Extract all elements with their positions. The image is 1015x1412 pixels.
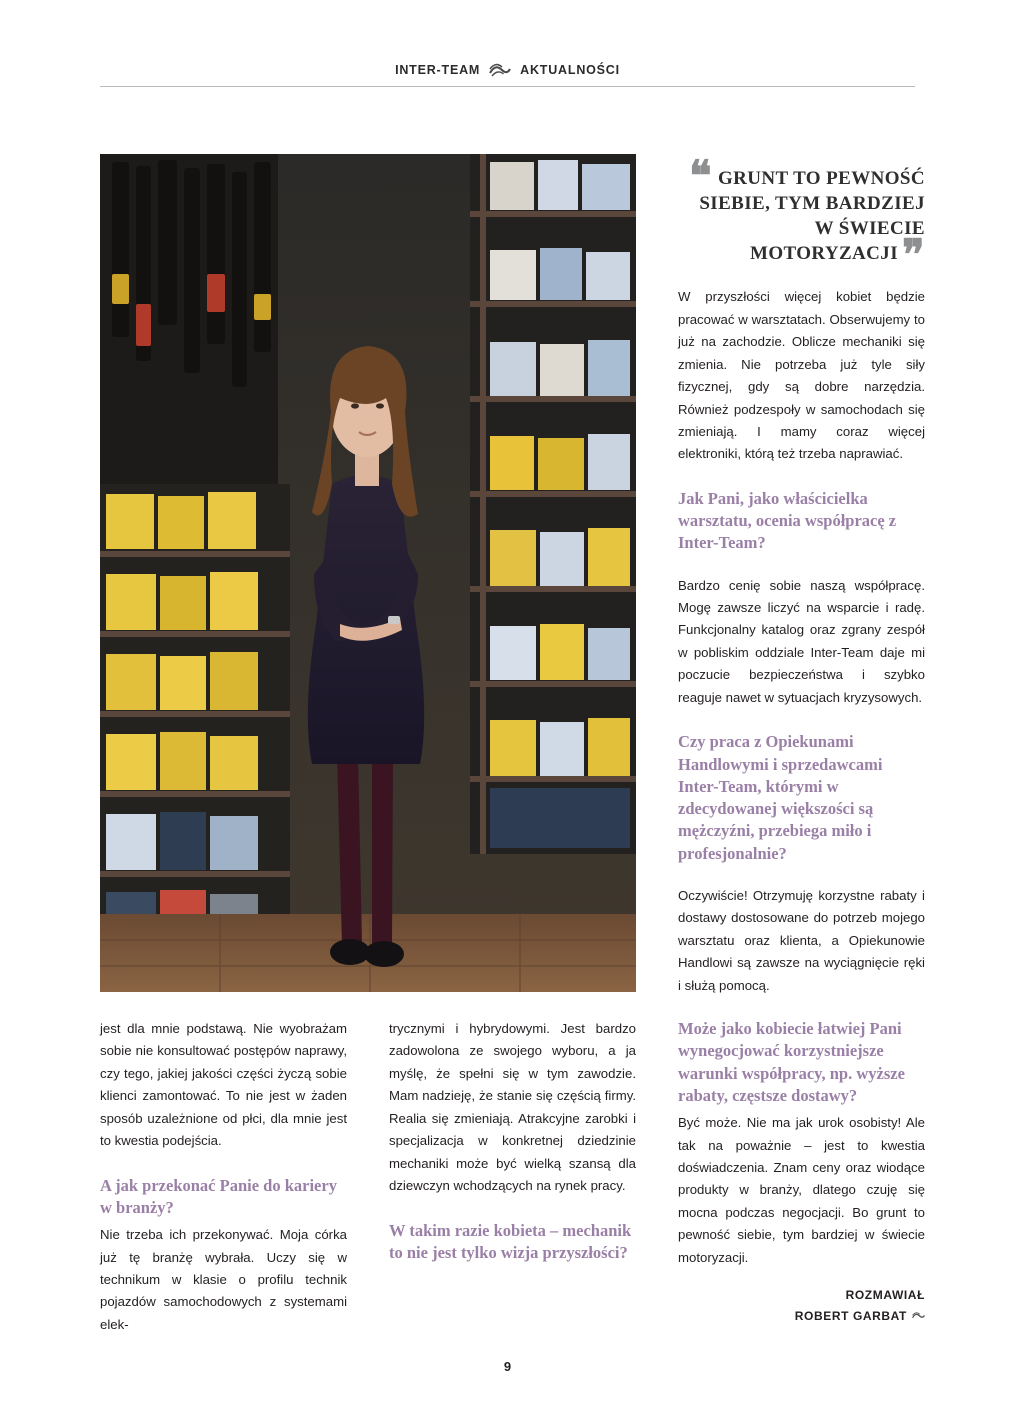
- column-3-text: Być może. Nie ma jak urok osobisty! Ale tak na poważnie – jest to kwestia doświadczenia. Znam ceny oraz wiodące produkty w branży, dlatego czuję się mocna podczas negocjacji. Bo grunt to pewność siebie, tym bardziej w świecie motoryzacji.: [678, 1115, 925, 1265]
- header-divider: [100, 86, 915, 87]
- header-brand: INTER-TEAM: [395, 63, 481, 77]
- answer-paragraph-2: Oczywiście! Otrzymuję korzystne rabaty i dostawy dostosowane do potrzeb mojego warsztatu oraz klienta, a Opiekunowie Handlowi są zawsze na wyciągnięcie ręki i służą pomocą.: [678, 887, 925, 993]
- bottom-column-1: [100, 1018, 347, 1336]
- page-header: [100, 55, 915, 85]
- column-2-question: W takim razie kobieta – mechanik to nie jest tylko wizja przyszłości?: [389, 1220, 632, 1262]
- header-section: AKTUALNOŚCI: [520, 63, 620, 77]
- pull-quote: [678, 154, 925, 280]
- bottom-column-2: [389, 1018, 636, 1269]
- question-heading-1: Jak Pani, jako właścicielka warsztatu, ocenia współpracę z Inter-Team?: [678, 488, 897, 553]
- quote-close-icon: ❞: [902, 233, 925, 280]
- byline-role: ROZMAWIAŁ: [845, 1288, 925, 1303]
- column-1-text-2: Nie trzeba ich przekonywać. Moja córka już tę branżę wybrała. Uczy się w technikum w klasie o profilu technik pojazdów samochodowych z systemami elek-: [100, 1227, 347, 1332]
- column-1-question: A jak przekonać Panie do kariery w branży?: [100, 1175, 337, 1217]
- right-column: [678, 154, 925, 1010]
- column-2-text-1: trycznymi i hybrydowymi. Jest bardzo zadowolona ze swojego wyboru, a ja myślę, że spełni się w tym zawodzie. Mam nadzieję, że stanie się częścią firmy. Realia się zmieniają. Atrakcyjne zarobki i specjalizacja w konkretnej dziedzinie mechaniki może być wielką szansą dla dziewczyn wchodzących na rynek pracy.: [389, 1021, 636, 1194]
- bottom-column-3: [678, 1018, 925, 1326]
- byline: [678, 1285, 925, 1326]
- column-1-text-1: jest dla mnie podstawą. Nie wyobrażam sobie nie konsultować postępów naprawy, czy tego, jakiej jakości części życzą sobie klienci zamontować. To nie jest w żaden sposób uzależnione od płci, dla mnie jest to kwestia podejścia.: [100, 1021, 347, 1149]
- inter-team-wave-logo-icon: [489, 62, 511, 78]
- byline-name: ROBERT GARBAT: [794, 1308, 907, 1323]
- column-3-question: Może jako kobiecie łatwiej Pani wynegocjować korzystniejsze warunki współpracy, np. wyższe rabaty, częstsze dostawy?: [678, 1019, 905, 1105]
- photo-illustration: [100, 154, 636, 992]
- answer-paragraph-1: Bardzo cenię sobie naszą współpracę. Mogę zawsze liczyć na wsparcie i radę. Funkcjonalny katalog oraz zgrany zespół w pobliskim oddziale Inter-Team daje mi poczucie bezpieczeństwa i szybko reaguje nawet w sytuacjach kryzysowych.: [678, 577, 925, 705]
- quote-open-icon: ❝: [688, 154, 712, 200]
- article-photo: [100, 154, 636, 992]
- pull-quote-text: GRUNT TO PEWNOŚĆ SIEBIE, TYM BARDZIEJ W ŚWIECIE MOTORYZACJI: [699, 168, 925, 265]
- inter-team-wave-logo-icon-small: [912, 1307, 925, 1317]
- header-inner: [395, 62, 620, 78]
- intro-paragraph: W przyszłości więcej kobiet będzie pracować w warsztatach. Obserwujemy to już na zachodzie. Oblicze mechaniki się zmienia. Nie potrzeba już tyle siły fizycznej, gdy są dobre narzędzia. Również podzespoły w samochodach się zmieniają. I mamy coraz więcej elektroniki, którą też trzeba naprawiać.: [678, 289, 925, 462]
- page-number: 9: [503, 1359, 512, 1374]
- question-heading-2: Czy praca z Opiekunami Handlowymi i sprzedawcami Inter-Team, którymi w zdecydowanej większości są mężczyźni, przebiega miło i profesjonalnie?: [678, 732, 883, 863]
